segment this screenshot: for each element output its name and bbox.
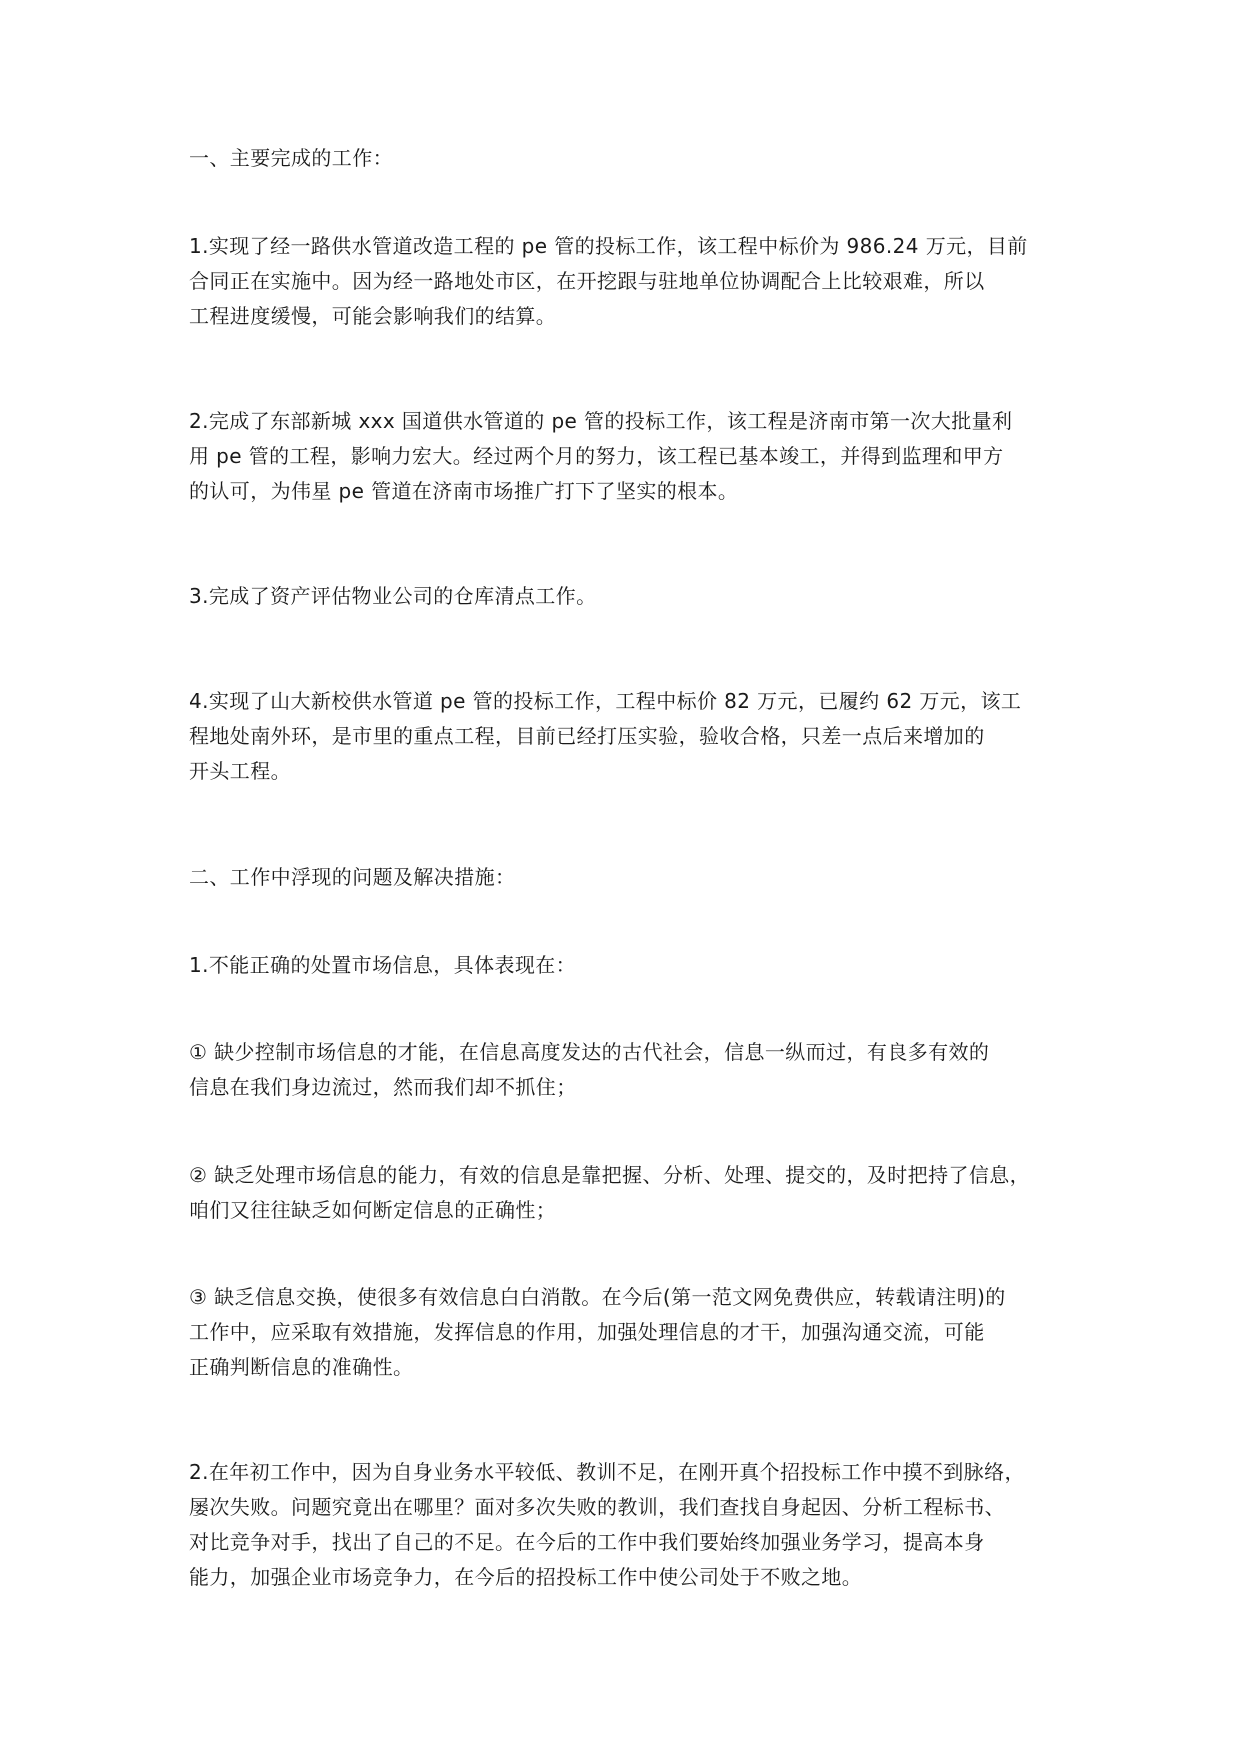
text-line: 2.完成了东部新城 xxx 国道供水管道的 pe 管的投标工作，该工程是济南市第一次大批量利	[189, 409, 1013, 433]
text-line: 合同正在实施中。因为经一路地处市区，在开挖跟与驻地单位协调配合上比较艰难，所以	[189, 269, 985, 293]
text-line: 工程进度缓慢，可能会影响我们的结算。	[189, 304, 557, 328]
text-line: ② 缺乏处理市场信息的能力，有效的信息是靠把握、分析、处理、提交的，及时把持了信息，	[189, 1163, 1031, 1187]
text-line: 屡次失败。问题究竟出在哪里？面对多次失败的教训，我们查找自身起因、分析工程标书、	[189, 1495, 1005, 1519]
text-line: 能力，加强企业市场竞争力，在今后的招投标工作中使公司处于不败之地。	[189, 1565, 863, 1589]
text-line: 的认可，为伟星 pe 管道在济南市场推广打下了坚实的根本。	[189, 479, 739, 503]
text-line: 开头工程。	[189, 759, 291, 783]
text-line: 3.完成了资产评估物业公司的仓库清点工作。	[189, 584, 597, 608]
text-line: 正确判断信息的准确性。	[189, 1355, 414, 1379]
paragraph-work-item-4	[189, 684, 1069, 789]
paragraph-problem-1	[189, 948, 1069, 983]
paragraph-work-item-3	[189, 579, 1069, 614]
text-line: 对比竞争对手，找出了自己的不足。在今后的工作中我们要始终加强业务学习，提高本身	[189, 1530, 985, 1554]
text-line: ③ 缺乏信息交换，使很多有效信息白白消散。在今后(第一范文网免费供应，转载请注明)的	[189, 1285, 1006, 1309]
text-line: 二、工作中浮现的问题及解决措施：	[189, 865, 516, 889]
text-line: 咱们又往往缺乏如何断定信息的正确性；	[189, 1198, 557, 1222]
section-heading-main-work	[189, 141, 1069, 176]
text-line: 4.实现了山大新校供水管道 pe 管的投标工作，工程中标价 82 万元，已履约 62 万元，该工	[189, 689, 1022, 713]
paragraph-work-item-1	[189, 229, 1069, 334]
paragraph-problem-1-point-2	[189, 1158, 1069, 1228]
text-line: 用 pe 管的工程，影响力宏大。经过两个月的努力，该工程已基本竣工，并得到监理和甲方	[189, 444, 1004, 468]
paragraph-problem-1-point-1	[189, 1035, 1069, 1105]
text-line: 2.在年初工作中，因为自身业务水平较低、教训不足，在刚开真个招投标工作中摸不到脉络，	[189, 1460, 1025, 1484]
paragraph-problem-1-point-3	[189, 1280, 1069, 1385]
text-line: 一、主要完成的工作：	[189, 146, 393, 170]
paragraph-work-item-2	[189, 404, 1069, 509]
text-line: 1.实现了经一路供水管道改造工程的 pe 管的投标工作，该工程中标价为 986.24 万元，目前	[189, 234, 1028, 258]
paragraph-problem-2	[189, 1455, 1069, 1595]
text-line: 1.不能正确的处置市场信息，具体表现在：	[189, 953, 577, 977]
text-line: ① 缺少控制市场信息的才能，在信息高度发达的古代社会，信息一纵而过，有良多有效的	[189, 1040, 990, 1064]
text-line: 信息在我们身边流过，然而我们却不抓住；	[189, 1075, 577, 1099]
text-line: 程地处南外环，是市里的重点工程，目前已经打压实验，验收合格，只差一点后来增加的	[189, 724, 985, 748]
text-line: 工作中，应采取有效措施，发挥信息的作用，加强处理信息的才干，加强沟通交流，可能	[189, 1320, 985, 1344]
section-heading-problems	[189, 860, 1069, 895]
